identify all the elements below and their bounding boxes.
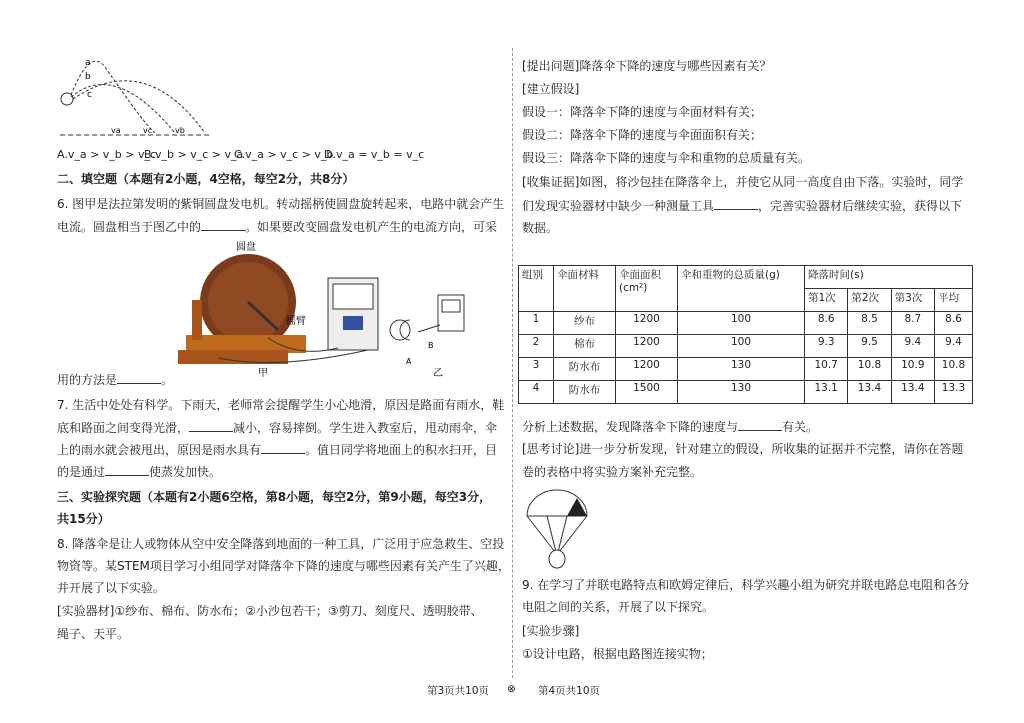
q7-line4: 的是通过 使蒸发加快。: [57, 465, 222, 479]
r-question: [提出问题]降落伞下降的速度与哪些因素有关？: [522, 59, 772, 73]
r-hypothesis-heading: [建立假设]: [522, 82, 580, 96]
r-discussion-1: [思考讨论]进一步分析发现，针对建立的假设，所收集的证据并不完整，请你在答题: [522, 442, 964, 456]
label-B: B: [428, 341, 434, 350]
r-evidence-3: 数据。: [522, 221, 559, 235]
table-row: 1 纱布 1200 100 8.6 8.5 8.7 8.6: [519, 312, 973, 335]
option-d: D.v_a = v_b = v_c: [324, 148, 425, 161]
th-group: 组别: [519, 266, 554, 312]
r-analysis: 分析上述数据，发现降落伞下降的速度与 有关。: [522, 420, 819, 434]
answer-blank[interactable]: [201, 218, 245, 231]
r-hypothesis-1: 假设一：降落伞下降的速度与伞面材料有关；: [522, 105, 763, 119]
label-va: va: [111, 126, 121, 135]
th-area: 伞面面积 (cm²): [616, 266, 678, 312]
q8-line4: [实验器材]①纱布、棉布、防水布；②小沙包若干；③剪刀、刻度尺、透明胶带、: [57, 604, 483, 618]
th-t1: 第1次: [805, 289, 848, 312]
handle-label: 摇臂: [286, 316, 306, 327]
q7-line1: 7. 生活中处处有科学。下雨天，老师常会提醒学生小心地滑，原因是路面有雨水，鞋: [57, 398, 505, 412]
table-row: 4 防水布 1500 130 13.1 13.4 13.4 13.3: [519, 381, 973, 404]
r-hypothesis-2: 假设二：降落伞下降的速度与伞面面积有关；: [522, 128, 763, 142]
data-table: [518, 265, 973, 404]
option-b: B.v_b > v_c > v_a: [144, 148, 244, 161]
answer-blank[interactable]: [738, 418, 782, 431]
r-hypothesis-3: 假设三：降落伞下降的速度与伞和重物的总质量有关。: [522, 151, 811, 165]
column-divider: [512, 48, 513, 678]
generator-figure: [178, 240, 478, 380]
q9-line4: ①设计电路，根据电路图连接实物；: [522, 647, 713, 661]
answer-blank[interactable]: [261, 441, 305, 454]
q6-line3: 用的方法是 。: [57, 373, 174, 387]
section-3-heading-cont: 共15分）: [57, 512, 110, 526]
label-yi: 乙: [433, 368, 443, 379]
answer-blank[interactable]: [714, 197, 758, 210]
th-t3: 第3次: [891, 289, 934, 312]
q7-line2: 底和路面之间变得光滑， 减小，容易摔倒。学生进入教室后，甩动雨伞，伞: [57, 421, 498, 435]
th-t2: 第2次: [848, 289, 891, 312]
th-avg: 平均: [934, 289, 972, 312]
table-row: 2 棉布 1200 100 9.3 9.5 9.4 9.4: [519, 335, 973, 358]
th-mass: 伞和重物的总质量(g): [678, 266, 805, 312]
label-b: b: [85, 72, 91, 82]
trajectory-figure: [55, 55, 215, 140]
th-material: 伞面材料: [554, 266, 616, 312]
label-A: A: [406, 357, 412, 366]
table-row: 3 防水布 1200 130 10.7 10.8 10.9 10.8: [519, 358, 973, 381]
label-c: c: [87, 90, 92, 100]
section-3-heading: 三、实验探究题（本题有2小题6空格，第8小题，每空2分，第9小题，每空3分，: [57, 490, 492, 504]
q8-line2: 物资等。某STEM项目学习小组同学对降落伞下降的速度与哪些因素有关产生了兴趣，: [57, 559, 510, 573]
r-evidence-2: 们发现实验器材中缺少一种测量工具 ，完善实验器材后继续实验，获得以下: [522, 199, 963, 213]
option-c: C.v_a > v_c > v_b: [234, 148, 334, 161]
label-vb: vb: [175, 126, 185, 135]
q8-line1: 8. 降落伞是让人或物体从空中安全降落到地面的一种工具，广泛用于应急救生、空投: [57, 537, 505, 551]
q8-line3: 并开展了以下实验。: [57, 581, 166, 595]
q9-line1: 9. 在学习了并联电路特点和欧姆定律后，科学兴趣小组为研究并联电路总电阻和各分: [522, 578, 970, 592]
th-time: 降落时间(s): [805, 266, 973, 289]
parachute-figure: [522, 486, 592, 571]
r-discussion-2: 卷的表格中将实验方案补充完整。: [522, 465, 703, 479]
q9-line2: 电阻之间的关系，开展了以下探究。: [522, 600, 715, 614]
label-a: a: [85, 58, 91, 68]
disk-label: 圆盘: [236, 242, 256, 253]
label-jia: 甲: [258, 368, 268, 379]
section-2-heading: 二、填空题（本题有2小题，4空格，每空2分，共8分）: [57, 172, 355, 186]
r-evidence-1: [收集证据]如图，将沙包挂在降落伞上，并使它从同一高度自由下落。实验时，同学: [522, 175, 964, 189]
answer-blank[interactable]: [189, 419, 233, 432]
q8-line5: 绳子、天平。: [57, 627, 130, 641]
label-vc: vc: [143, 126, 153, 135]
page-number-right: 第4页共10页: [538, 685, 601, 697]
q7-line3: 上的雨水就会被甩出，原因是雨水具有 。值日同学将地面上的积水扫开，目: [57, 443, 498, 457]
q6-line1: 6. 图甲是法拉第发明的紫铜圆盘发电机。转动摇柄使圆盘旋转起来，电路中就会产生: [57, 197, 505, 211]
q9-line3: [实验步骤]: [522, 624, 580, 638]
page-number-left: 第3页共10页: [427, 685, 490, 697]
answer-blank[interactable]: [105, 463, 149, 476]
q6-line2: 电流。圆盘相当于图乙中的 。如果要改变圆盘发电机产生的电流方向，可采: [57, 220, 498, 234]
option-a: A.v_a > v_b > v_c: [57, 148, 157, 161]
answer-blank[interactable]: [117, 371, 161, 384]
page-separator: ⊗: [507, 683, 516, 695]
